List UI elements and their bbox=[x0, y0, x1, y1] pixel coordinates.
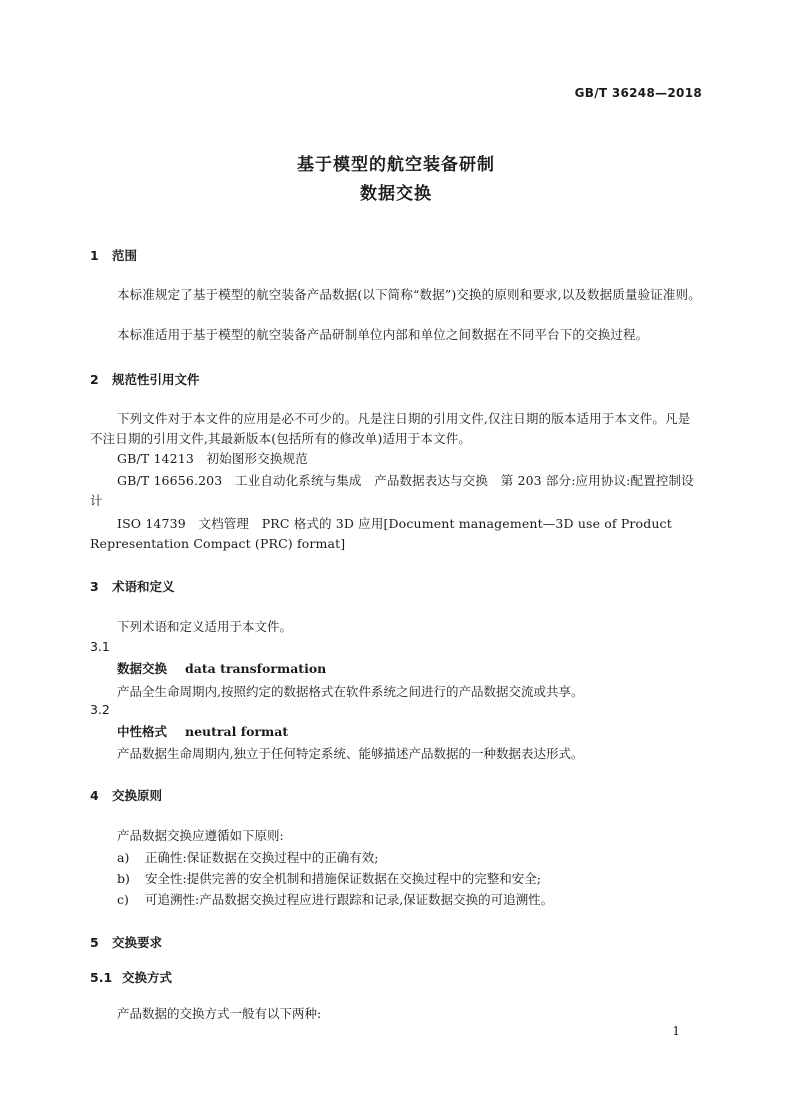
section-heading: 2 规范性引用文件 bbox=[90, 372, 200, 387]
document-title: 基于模型的航空装备研制 bbox=[297, 155, 495, 175]
list-item: a) 正确性:保证数据在交换过程中的正确有效; bbox=[117, 850, 379, 865]
section-heading: 4 交换原则 bbox=[90, 788, 163, 803]
reference-item: GB/T 16656.203 工业自动化系统与集成 产品数据表达与交换 第 203 部分:应用协议:配置控制设计 bbox=[90, 473, 694, 508]
term-number: 3.1 bbox=[90, 639, 110, 654]
reference-item: GB/T 14213 初始图形交换规范 bbox=[117, 451, 308, 466]
term-entry: 数据交换 data transformation bbox=[117, 661, 327, 676]
section-heading: 3 术语和定义 bbox=[90, 579, 175, 594]
page-number: 1 bbox=[672, 1024, 680, 1038]
term-definition: 产品数据生命周期内,独立于任何特定系统、能够描述产品数据的一种数据表达形式。 bbox=[117, 746, 584, 761]
paragraph: 本标准适用于基于模型的航空装备产品研制单位内部和单位之间数据在不同平台下的交换过程。 bbox=[117, 327, 649, 342]
subsection-heading: 5.1 交换方式 bbox=[90, 970, 173, 985]
document-subtitle: 数据交换 bbox=[360, 184, 432, 204]
section-heading: 5 交换要求 bbox=[90, 935, 163, 950]
paragraph: 产品数据的交换方式一般有以下两种: bbox=[117, 1006, 322, 1021]
reference-item: ISO 14739 文档管理 PRC 格式的 3D 应用[Document management—3D use of Product Representation Compact (PRC) format] bbox=[90, 516, 672, 551]
paragraph: 下列术语和定义适用于本文件。 bbox=[117, 619, 293, 634]
paragraph: 本标准规定了基于模型的航空装备产品数据(以下简称“数据”)交换的原则和要求,以及数据质量验证准则。 bbox=[117, 287, 701, 302]
standard-number: GB/T 36248—2018 bbox=[574, 86, 702, 100]
paragraph: 下列文件对于本文件的应用是必不可少的。凡是注日期的引用文件,仅注日期的版本适用于本文件。凡是不注日期的引用文件,其最新版本(包括所有的修改单)适用于本文件。 bbox=[90, 411, 691, 446]
section-heading: 1 范围 bbox=[90, 248, 138, 263]
term-definition: 产品全生命周期内,按照约定的数据格式在软件系统之间进行的产品数据交流或共享。 bbox=[117, 684, 584, 699]
list-item: c) 可追溯性:产品数据交换过程应进行跟踪和记录,保证数据交换的可追溯性。 bbox=[117, 892, 554, 907]
term-number: 3.2 bbox=[90, 702, 110, 717]
paragraph: 产品数据交换应遵循如下原则: bbox=[117, 828, 284, 843]
term-entry: 中性格式 neutral format bbox=[117, 724, 289, 739]
list-item: b) 安全性:提供完善的安全机制和措施保证数据在交换过程中的完整和安全; bbox=[117, 871, 541, 886]
